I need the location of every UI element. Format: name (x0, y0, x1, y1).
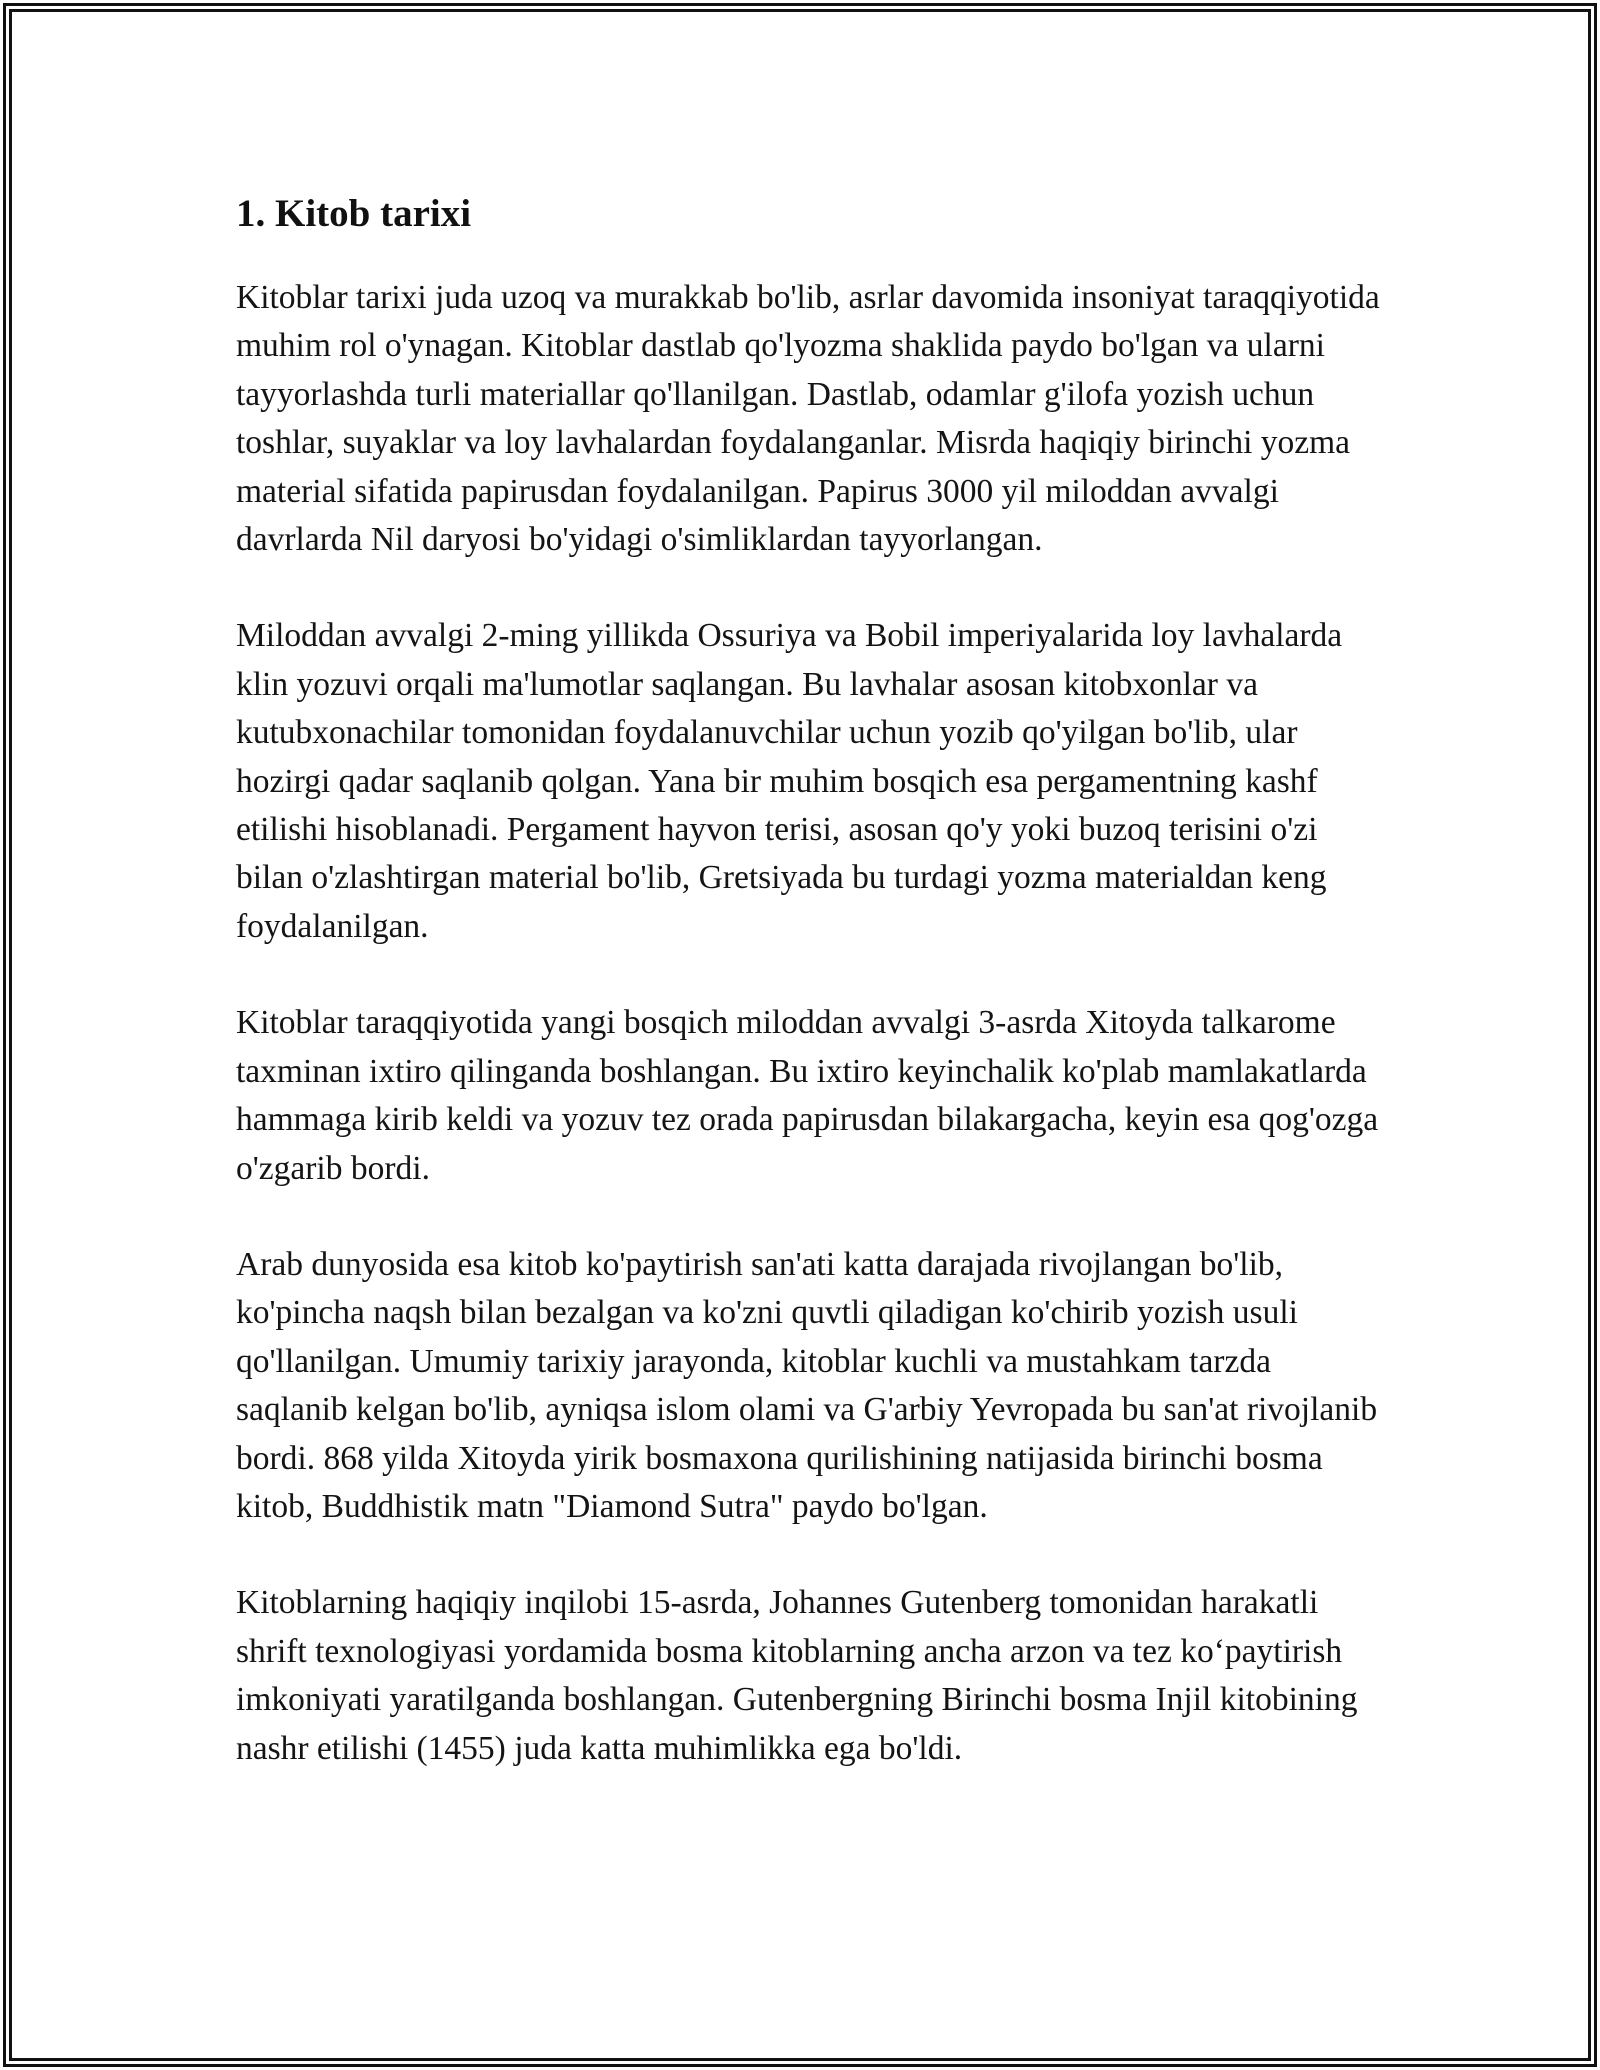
paragraph-2: Miloddan avvalgi 2-ming yillikda Ossuriya va Bobil imperiyalarida loy lavhalarda klin yozuvi orqali ma'lumotlar saqlangan. Bu lavhalar asosan kitobxonlar va kutubxonachilar tomonidan foydalanuvchilar uchun yozib qo'yilgan bo'lib, ular hozirgi qadar saqlanib qolgan. Yana bir muhim bosqich esa pergamentning kashf etilishi hisoblanadi. Pergament hayvon terisi, asosan qo'y yoki buzoq terisini o'zi bilan o'zlashtirgan material bo'lib, Gretsiyada bu turdagi yozma materialdan keng foydalanilgan. (236, 617, 1343, 945)
paragraph-1: Kitoblar tarixi juda uzoq va murakkab bo'lib, asrlar davomida insoniyat taraqqiyotida muhim rol o'ynagan. Kitoblar dastlab qo'lyozma shaklida paydo bo'lgan va ularni tayyorlashda turli materiallar qo'llanilgan. Dastlab, odamlar g'ilofa yozish uchun toshlar, suyaklar va loy lavhalardan foydalanganlar. Misrda haqiqiy birinchi yozma material sifatida papirusdan foydalanilgan. Papirus 3000 yil miloddan avvalgi davrlarda Nil daryosi bo'yidagi o'simliklardan tayyorlangan. (236, 279, 1380, 559)
paragraph-3: Kitoblar taraqqiyotida yangi bosqich miloddan avvalgi 3-asrda Xitoyda talkarome taxminan ixtiro qilinganda boshlangan. Bu ixtiro keyinchalik ko'plab mamlakatlarda hammaga kirib keldi va yozuv tez orada papirusdan bilakargacha, keyin esa qog'ozga o'zgarib bordi. (236, 1004, 1379, 1187)
document-body (236, 186, 1386, 1821)
page-title: 1. Kitob tarixi (236, 192, 472, 235)
paragraph-4: Arab dunyosida esa kitob ko'paytirish san'ati katta darajada rivojlangan bo'lib, ko'pincha naqsh bilan bezalgan va ko'zni quvtli qiladigan ko'chirib yozish usuli qo'llanilgan. Umumiy tarixiy jarayonda, kitoblar kuchli va mustahkam tarzda saqlanib kelgan bo'lib, ayniqsa islom olami va G'arbiy Yevropada bu san'at rivojlanib bordi. 868 yilda Xitoyda yirik bosmaxona qurilishining natijasida birinchi bosma kitob, Buddhistik matn "Diamond Sutra" paydo bo'lgan. (236, 1245, 1378, 1525)
paragraph-5: Kitoblarning haqiqiy inqilobi 15-asrda, Johannes Gutenberg tomonidan harakatli shrift texnologiyasi yordamida bosma kitoblarning ancha arzon va tez ko‘paytirish imkoniyati yaratilganda boshlangan. Gutenbergning Birinchi bosma Injil kitobining nashr etilishi (1455) juda katta muhimlikka ega bo'ldi. (236, 1584, 1358, 1767)
